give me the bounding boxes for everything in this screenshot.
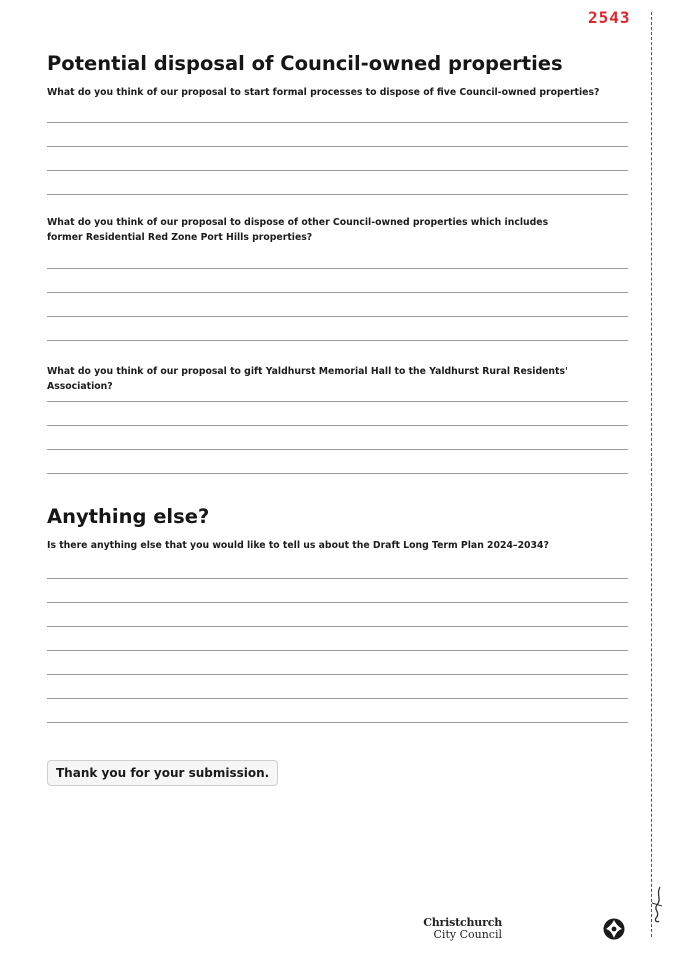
answer-line[interactable] — [47, 578, 628, 579]
answer-line[interactable] — [47, 722, 628, 723]
answer-line[interactable] — [47, 170, 628, 171]
answer-line[interactable] — [47, 292, 628, 293]
question-anything-else: Is there anything else that you would like to tell us about the Draft Long Term Plan 2024–2034? — [47, 540, 549, 551]
page-number: 2543 — [588, 8, 631, 27]
answer-line[interactable] — [47, 449, 628, 450]
handwritten-mark-icon — [646, 885, 668, 925]
answer-line[interactable] — [47, 698, 628, 699]
logo-line-1: Christchurch — [423, 916, 502, 929]
section-heading-property-disposal: Potential disposal of Council-owned properties — [47, 52, 563, 75]
section-heading-anything-else: Anything else? — [47, 505, 210, 528]
council-emblem-icon — [603, 918, 625, 940]
answer-line[interactable] — [47, 602, 628, 603]
answer-line[interactable] — [47, 425, 628, 426]
question-yaldhurst-hall: What do you think of our proposal to gift Yaldhurst Memorial Hall to the Yaldhurst Rural Residents' Association? — [47, 366, 568, 392]
answer-line[interactable] — [47, 674, 628, 675]
answer-line[interactable] — [47, 146, 628, 147]
question-other-properties: What do you think of our proposal to dispose of other Council-owned properties which includes former Residential Red Zone Port Hills properties? — [47, 217, 549, 243]
logo-line-2: City Council — [433, 928, 502, 941]
answer-line[interactable] — [47, 194, 628, 195]
answer-line[interactable] — [47, 473, 628, 474]
answer-line[interactable] — [47, 626, 628, 627]
question-five-properties: What do you think of our proposal to start formal processes to dispose of five Council-owned properties? — [47, 87, 600, 98]
answer-line[interactable] — [47, 268, 628, 269]
answer-line[interactable] — [47, 122, 628, 123]
answer-line[interactable] — [47, 340, 628, 341]
perforation-line — [651, 12, 652, 937]
answer-line[interactable] — [47, 650, 628, 651]
thank-you-note: Thank you for your submission. — [47, 760, 278, 786]
answer-line[interactable] — [47, 316, 628, 317]
answer-line[interactable] — [47, 401, 628, 402]
